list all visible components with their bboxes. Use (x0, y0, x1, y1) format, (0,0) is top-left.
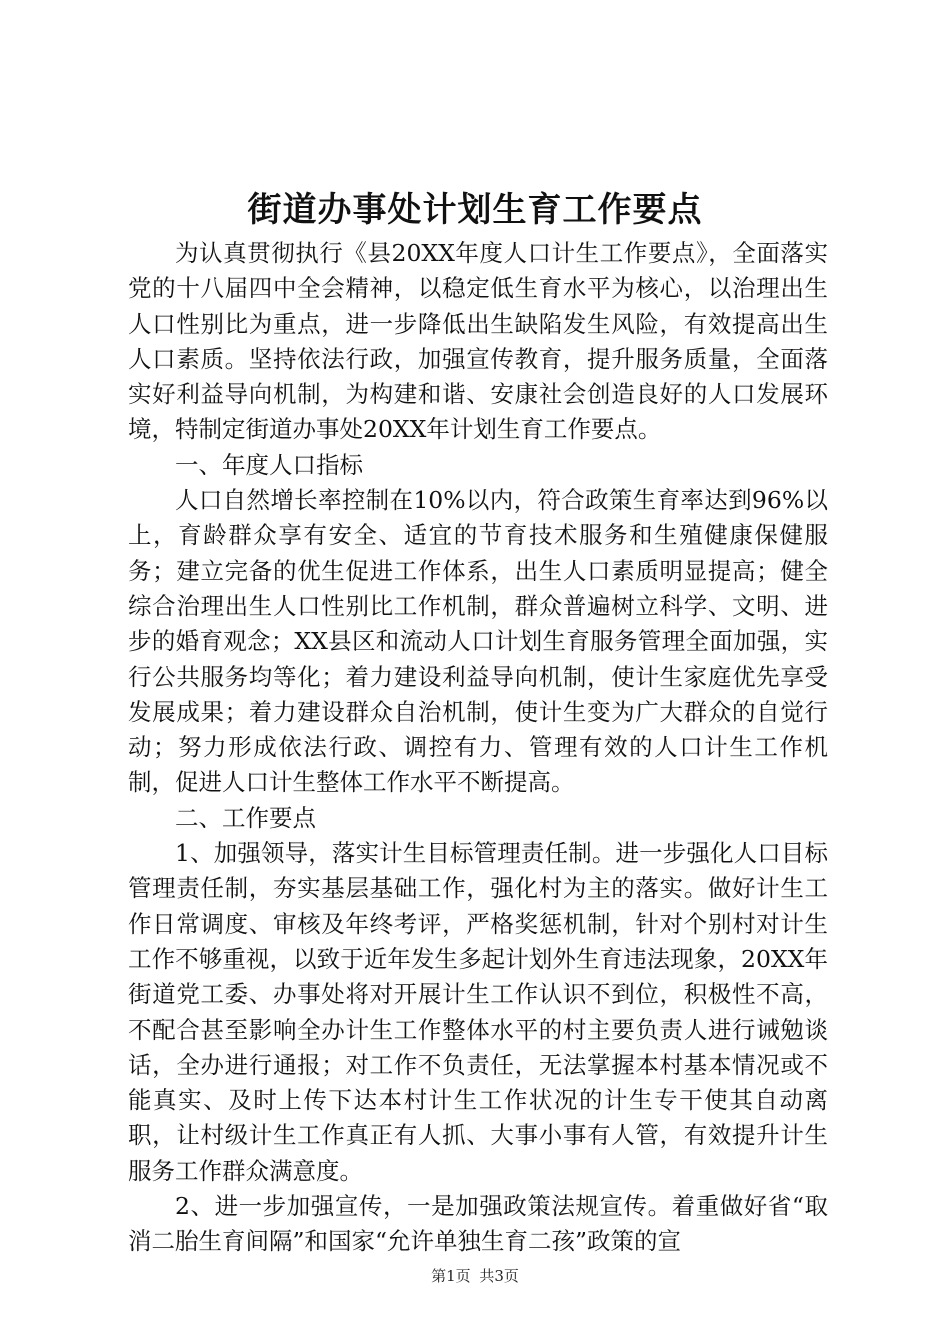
document-title: 街道办事处计划生育工作要点 (247, 190, 703, 230)
intro-paragraph: 为认真贯彻执行《县20XX年度人口计生工作要点》，全面落实党的十八届四中全会精神，以稳定低生育水平为核心，以治理出生人口性别比为重点，进一步降低出生缺陷发生风险，有效提高出生人口素质。坚持依法行政，加强宣传教育，提升服务质量，全面落实好利益导向机制，为构建和谐、安康社会创造良好的人口发展环境，特制定街道办事处20XX年计划生育工作要点。 (128, 239, 828, 444)
annual-targets-paragraph: 人口自然增长率控制在10%以内，符合政策生育率达到96%以上，育龄群众享有安全、适宜的节育技术服务和生殖健康保健服务；建立完备的优生促进工作体系，出生人口素质明显提高；健全综合治理出生人口性别比工作机制，群众普遍树立科学、文明、进步的婚育观念；XX县区和流动人口计划生育服务管理全面加强，实行公共服务均等化；着力建设利益导向机制，使计生家庭优先享受发展成果；着力建设群众自治机制，使计生变为广大群众的自觉行动；努力形成依法行政、调控有力、管理有效的人口计生工作机制，促进人口计生整体工作水平不断提高。 (128, 486, 828, 797)
section-heading-work-points: 二、工作要点 (175, 803, 316, 832)
section-heading-annual-targets: 一、年度人口指标 (175, 450, 363, 479)
page-total: 共3页 (479, 1267, 519, 1285)
work-point-2-paragraph: 2、进一步加强宣传，一是加强政策法规宣传。着重做好省“取消二胎生育间隔”和国家“允许单独生育二孩”政策的宣 (128, 1192, 828, 1256)
work-point-1-paragraph: 1、加强领导，落实计生目标管理责任制。进一步强化人口目标管理责任制，夯实基层基础工作，强化村为主的落实。做好计生工作日常调度、审核及年终考评，严格奖惩机制，针对个别村对计生工作不够重视，以致于近年发生多起计划外生育违法现象，20XX年街道党工委、办事处将对开展计生工作认识不到位，积极性不高，不配合甚至影响全办计生工作整体水平的村主要负责人进行诫勉谈话，全办进行通报；对工作不负责任，无法掌握本村基本情况或不能真实、及时上传下达本村计生工作状况的计生专干使其自动离职，让村级计生工作真正有人抓、大事小事有人管，有效提升计生服务工作群众满意度。 (128, 839, 828, 1185)
document-body (128, 236, 828, 1260)
page-footer (0, 1265, 950, 1286)
page-number: 第1页 (431, 1267, 471, 1285)
